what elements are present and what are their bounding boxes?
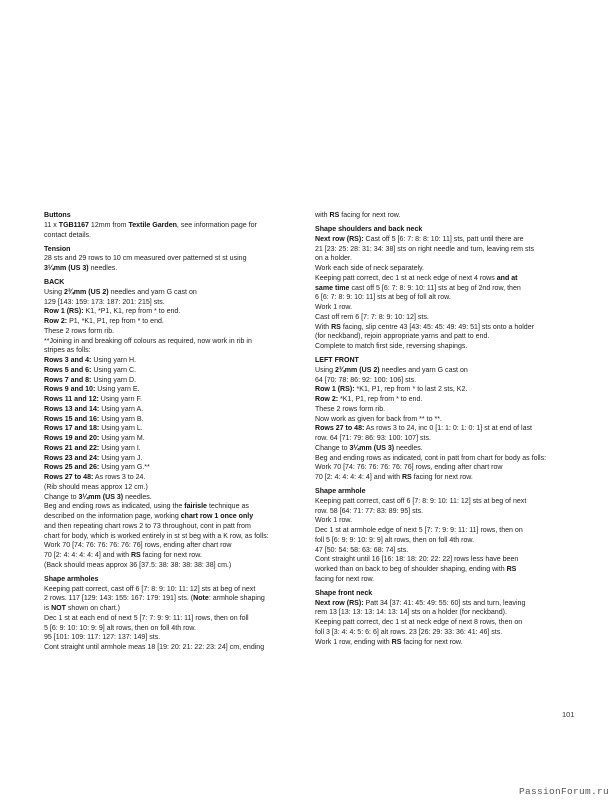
- stripe-row: Rows 9 and 10: Using yarn E.: [44, 386, 140, 394]
- armhole-line-8: worked than on back to beg of shoulder shaping, ending with RS: [315, 566, 517, 574]
- front-neck-line-1: Next row (RS): Patt 34 [37: 41: 45: 49: 55: 60] sts and turn, leaving: [315, 599, 526, 607]
- stripe-row: Rows 7 and 8: Using yarn D.: [44, 376, 137, 384]
- stripe-row: Rows 21 and 22: Using yarn I.: [44, 444, 141, 452]
- stripe-row: Rows 23 and 24: Using yarn J.: [44, 454, 143, 462]
- lf-now: Now work as given for back from ** to **.: [315, 415, 442, 423]
- join-note-2: stripes as folls:: [44, 347, 91, 355]
- shoulders-line-12: Complete to match first side, reversing shapings.: [315, 343, 468, 351]
- lf-row-count: row. 64 [71: 79: 86: 93: 100: 107] sts.: [315, 435, 431, 443]
- shoulders-line-4: Work each side of neck separately.: [315, 265, 425, 273]
- armholes-line-1: Keeping patt correct, cast off 6 [7: 8: 9: 10: 11: 12] sts at beg of next: [44, 585, 256, 593]
- stripe-row: Rows 27 to 48: As rows 3 to 24.: [44, 474, 146, 482]
- shoulders-line-11: (for neckband), rejoin appropriate yarns and patt to end.: [315, 333, 490, 341]
- armhole-line-7: Cont straight until 16 [16: 18: 18: 20: 22: 22] rows less have been: [315, 556, 519, 564]
- fairisle-line-3: and then repeating chart rows 2 to 73 throughout, cont in patt from: [44, 522, 251, 530]
- armholes-line-3: is NOT shown on chart.): [44, 605, 120, 613]
- armholes-line-5: 5 [6: 9: 10: 10: 9: 9] alt rows, then on foll 4th row.: [44, 624, 196, 632]
- chart-row-facing: 70 [2: 4: 4: 4: 4: 4] and with RS facing for next row.: [44, 552, 202, 560]
- stripe-row: Rows 3 and 4: Using yarn H.: [44, 357, 137, 365]
- shoulders-line-6: same time cast off 5 [6: 7: 8: 9: 10: 11] sts at beg of 2nd row, then: [315, 284, 521, 292]
- shoulders-line-8: Work 1 row.: [315, 304, 353, 312]
- buttons-line-1: 11 x TGB1167 12mm from Textile Garden, see information page for: [44, 221, 257, 229]
- stripe-row: Rows 17 and 18: Using yarn L.: [44, 425, 143, 433]
- lf-beg: Beg and ending rows as indicated, cont in patt from chart for body as folls:: [315, 454, 547, 462]
- shoulders-line-9: Cast off rem 6 [7: 7: 8: 9: 10: 12] sts.: [315, 313, 429, 321]
- lf-using: Using 2¾mm (US 2) needles and yarn G cast on: [315, 366, 468, 374]
- shape-armholes-heading: Shape armholes: [44, 575, 99, 583]
- armhole-line-9: facing for next row.: [315, 575, 375, 583]
- armhole-line-1: Keeping patt correct, cast off 6 [7: 8: 9: 10: 11: 12] sts at beg of next: [315, 497, 527, 505]
- front-neck-line-5: Work 1 row, ending with RS facing for next row.: [315, 638, 463, 646]
- fairisle-line-4: chart for body, which is worked entirely in st st beg with a K row, as folls:: [44, 532, 269, 540]
- armhole-line-6: 47 [50: 54: 58: 63: 68: 74] sts.: [315, 546, 409, 554]
- shoulders-line-1: Next row (RS): Cast off 5 [6: 7: 8: 8: 10: 11] sts, patt until there are: [315, 235, 524, 243]
- continued-facing: with RS facing for next row.: [315, 212, 401, 219]
- shoulders-line-7: 6 [6: 7: 8: 9: 10: 11] sts at beg of foll alt row.: [315, 294, 451, 302]
- join-note-1: **Joining in and breaking off colours as required, now work in rib in: [44, 337, 252, 345]
- stripe-row: Rows 11 and 12: Using yarn F.: [44, 396, 142, 404]
- front-neck-line-3: Keeping patt correct, dec 1 st at neck edge of next 8 rows, then on: [315, 619, 523, 627]
- left-front-heading: LEFT FRONT: [315, 357, 359, 365]
- back-row-1: Row 1 (RS): K1, *P1, K1, rep from * to end.: [44, 308, 181, 316]
- shape-shoulders-heading: Shape shoulders and back neck: [315, 226, 423, 234]
- shape-armhole-heading: Shape armhole: [315, 488, 366, 496]
- lf-row-2: Row 2: *K1, P1, rep from * to end.: [315, 396, 423, 404]
- armholes-line-7: Cont straight until armhole meas 18 [19: 20: 21: 22: 23: 24] cm, ending: [44, 644, 265, 652]
- armholes-line-4: Dec 1 st at each end of next 5 [7: 7: 9: 9: 11: 11] rows, then on foll: [44, 614, 249, 622]
- armhole-line-3: Work 1 row.: [315, 517, 353, 525]
- lf-chart-facing: 70 [2: 4: 4: 4: 4: 4] and with RS facing for next row.: [315, 474, 473, 482]
- armholes-line-2: 2 rows. 117 [129: 143: 155: 167: 179: 191] sts. (Note: armhole shaping: [44, 595, 265, 603]
- rib-note: These 2 rows form rib.: [44, 327, 115, 335]
- right-column: [315, 211, 577, 647]
- tension-heading: Tension: [44, 245, 71, 253]
- shape-front-neck-heading: Shape front neck: [315, 589, 373, 597]
- front-neck-line-2: rem 13 [13: 13: 13: 14: 13: 14] sts on a holder (for neckband).: [315, 609, 507, 617]
- buttons-heading: Buttons: [44, 212, 71, 219]
- back-line-using: Using 2¾mm (US 2) needles and yarn G cast on: [44, 288, 197, 296]
- armhole-line-2: row. 58 [64: 71: 77: 83: 89: 95] sts.: [315, 507, 424, 515]
- armhole-line-4: Dec 1 st at armhole edge of next 5 [7: 7: 9: 9: 11: 11] rows, then on: [315, 527, 523, 535]
- left-column: [44, 211, 306, 653]
- front-neck-line-4: foll 3 [3: 4: 4: 5: 6: 6] alt rows. 23 [26: 29: 33: 36: 41: 46] sts.: [315, 628, 503, 636]
- lf-rib: These 2 rows form rib.: [315, 405, 386, 413]
- lf-work: Work 70 [74: 76: 76: 76: 76: 76] rows, ending after chart row: [315, 464, 503, 472]
- stripe-row: Rows 13 and 14: Using yarn A.: [44, 405, 144, 413]
- page-number: 101: [562, 710, 575, 719]
- shoulders-line-3: on a holder.: [315, 255, 352, 263]
- armholes-line-6: 95 [101: 109: 117: 127: 137: 149] sts.: [44, 634, 161, 642]
- buttons-line-2: contact details.: [44, 231, 92, 239]
- lf-rows-27-48: Rows 27 to 48: As rows 3 to 24, inc 0 [1: 1: 0: 1: 0: 1] st at end of last: [315, 425, 532, 433]
- stripe-row: Rows 5 and 6: Using yarn C.: [44, 366, 137, 374]
- rib-meas: (Rib should meas approx 12 cm.): [44, 483, 148, 491]
- fairisle-line-1: Beg and ending rows as indicated, using the fairisle technique as: [44, 503, 249, 511]
- back-meas: (Back should meas approx 36 [37.5: 38: 38: 38: 38: 38] cm.): [44, 561, 232, 569]
- lf-stitches: 64 [70: 78: 86: 92: 100: 106] sts.: [315, 376, 417, 384]
- armhole-line-5: foll 5 [6: 9: 9: 10: 9: 9] alt rows, then on foll 4th row.: [315, 536, 475, 544]
- change-needles: Change to 3¼mm (US 3) needles.: [44, 493, 152, 501]
- watermark: PassionForum.ru: [518, 786, 609, 797]
- tension-line-1: 28 sts and 29 rows to 10 cm measured over patterned st st using: [44, 255, 247, 263]
- back-heading: BACK: [44, 279, 65, 287]
- stripe-row: Rows 19 and 20: Using yarn M.: [44, 435, 145, 443]
- shoulders-line-2: 21 [23: 25: 28: 31: 34: 38] sts on right needle and turn, leaving rem sts: [315, 245, 534, 253]
- lf-row-1: Row 1 (RS): *K1, P1, rep from * to last 2 sts, K2.: [315, 386, 468, 394]
- back-line-stitches: 129 [143: 159: 173: 187: 201: 215] sts.: [44, 298, 165, 306]
- shoulders-line-5: Keeping patt correct, dec 1 st at neck edge of next 4 rows and at: [315, 274, 518, 282]
- lf-change: Change to 3¼mm (US 3) needles.: [315, 444, 423, 452]
- stripe-row: Rows 15 and 16: Using yarn B.: [44, 415, 144, 423]
- tension-line-2: 3¼mm (US 3) needles.: [44, 265, 118, 273]
- shoulders-line-10: With RS facing, slip centre 43 [43: 45: 45: 49: 49: 51] sts onto a holder: [315, 323, 534, 331]
- stripe-row: Rows 25 and 26: Using yarn G.**: [44, 464, 150, 472]
- work-rows: Work 70 [74: 76: 76: 76: 76: 76] rows, ending after chart row: [44, 542, 232, 550]
- back-row-2: Row 2: P1, *K1, P1, rep from * to end.: [44, 318, 164, 326]
- fairisle-line-2: described on the information page, working chart row 1 once only: [44, 513, 254, 521]
